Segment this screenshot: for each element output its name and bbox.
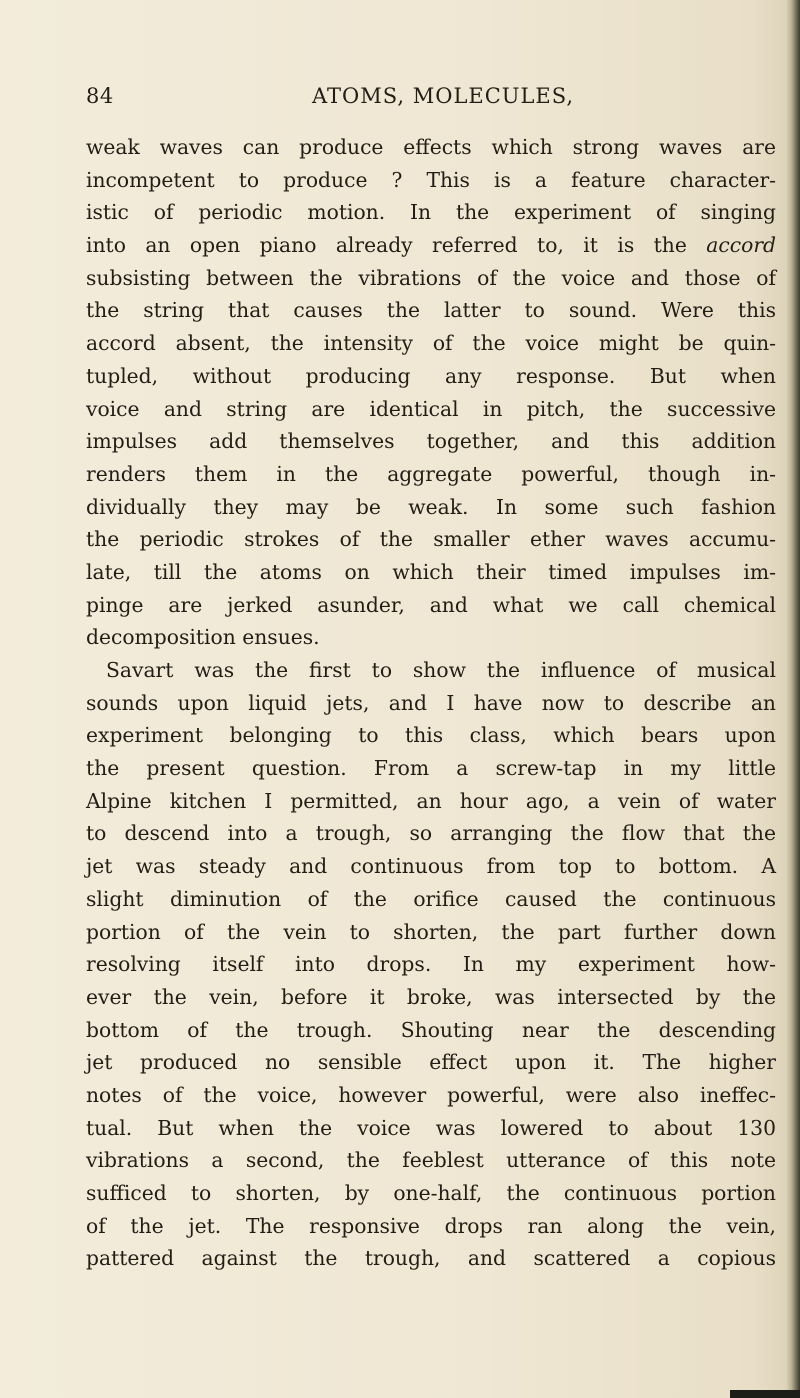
- text-line: accord absent, the intensity of the voice might be quin-: [86, 331, 776, 356]
- text-line: portion of the vein to shorten, the part further down: [86, 919, 776, 944]
- text-line: incompetent to produce ? This is a feature character-: [86, 167, 776, 192]
- text-line: jet produced no sensible effect upon it. The higher: [86, 1050, 776, 1075]
- text-line: dividually they may be weak. In some such fashion: [86, 494, 776, 519]
- text-line: experiment belonging to this class, which bears upon: [86, 723, 776, 748]
- text-line: pinge are jerked asunder, and what we call chemical: [86, 592, 776, 617]
- text-line: slight diminution of the orifice caused the continuous: [86, 886, 776, 911]
- text-line: istic of periodic motion. In the experiment of singing: [86, 200, 776, 225]
- text-line: the present question. From a screw-tap in my little: [86, 756, 776, 781]
- text-line: pattered against the trough, and scattered a copious: [86, 1246, 776, 1271]
- text-line: voice and string are identical in pitch, the successive: [86, 396, 776, 421]
- page-edge-shadow: [786, 0, 800, 1398]
- text-line: tupled, without producing any response. But when: [86, 363, 776, 388]
- text-line: renders them in the aggregate powerful, though in-: [86, 461, 776, 486]
- running-title: ATOMS, MOLECULES,: [312, 84, 575, 108]
- text-line: notes of the voice, however powerful, were also ineffec-: [86, 1082, 776, 1107]
- text-line: resolving itself into drops. In my experiment how-: [86, 952, 776, 977]
- text-line: ever the vein, before it broke, was intersected by the: [86, 984, 776, 1009]
- text-line: vibrations a second, the feeblest utterance of this note: [86, 1148, 776, 1173]
- text-line: subsisting between the vibrations of the voice and those of: [86, 265, 776, 290]
- text-line: bottom of the trough. Shouting near the descending: [86, 1017, 776, 1042]
- text-line-segment: into an open piano already referred to, it is the: [86, 233, 687, 258]
- text-line: tual. But when the voice was lowered to about 130: [86, 1115, 776, 1140]
- text-line: sounds upon liquid jets, and I have now to describe an: [86, 690, 776, 715]
- page-corner-shadow: [730, 1390, 800, 1398]
- text-line: jet was steady and continuous from top to bottom. A: [86, 854, 776, 879]
- text-line: sufficed to shorten, by one-half, the continuous portion: [86, 1181, 776, 1205]
- text-line: impulses add themselves together, and this addition: [86, 429, 776, 454]
- text-line: to descend into a trough, so arranging the flow that the: [86, 821, 776, 846]
- text-line: [86, 229, 776, 262]
- text-line: Alpine kitchen I permitted, an hour ago, a vein of water: [86, 788, 776, 813]
- text-line: decomposition ensues.: [86, 625, 320, 650]
- page-number: 84: [86, 84, 114, 108]
- text-line: weak waves can produce effects which strong waves are: [86, 135, 776, 159]
- page-header: [0, 84, 800, 118]
- text-line: the periodic strokes of the smaller ether waves accumu-: [86, 527, 776, 552]
- text-line: the string that causes the latter to sound. Were this: [86, 298, 776, 323]
- body-text: [86, 131, 776, 1275]
- text-line: Savart was the first to show the influence of musical: [106, 658, 776, 682]
- italic-term: accord: [706, 233, 776, 258]
- text-line: late, till the atoms on which their timed impulses im-: [86, 559, 776, 584]
- text-line: of the jet. The responsive drops ran along the vein,: [86, 1213, 776, 1238]
